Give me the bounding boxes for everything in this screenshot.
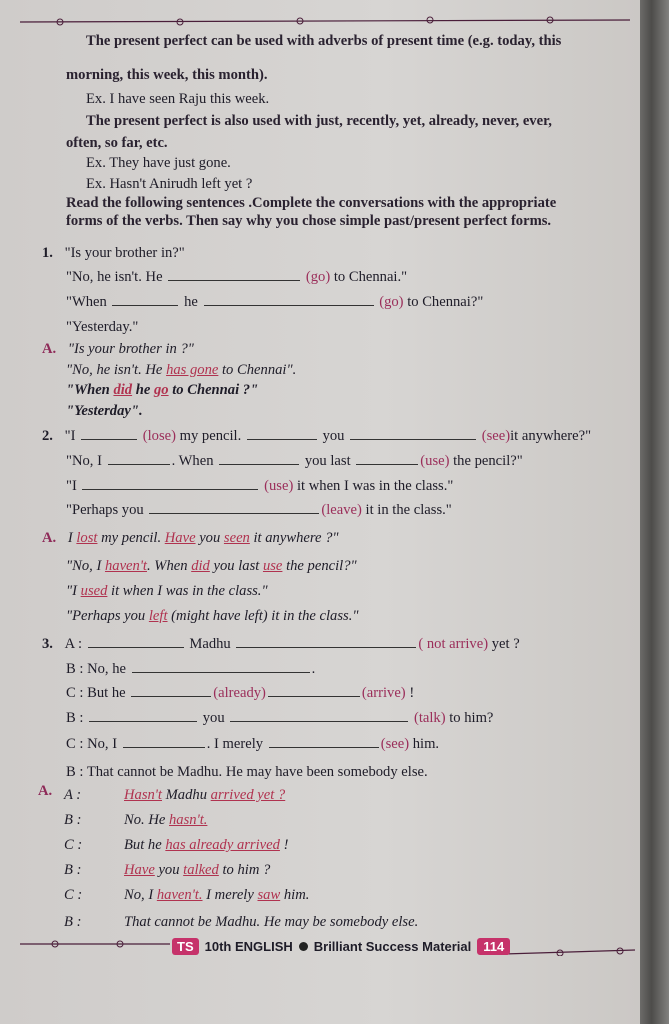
q1-line-4: "Yesterday." <box>66 319 139 335</box>
rule-2-line-2: often, so far, etc. <box>66 135 168 151</box>
answer-text: to Chennai". <box>218 362 297 378</box>
answer-text: you <box>195 530 224 546</box>
q3-text: . <box>311 661 316 677</box>
q3-text: . I merely <box>206 736 264 752</box>
footer-subtitle: Brilliant Success Material <box>313 938 472 954</box>
verb-hint: (go) <box>305 269 331 285</box>
q1-line-2 <box>66 268 407 287</box>
q2-text: "Perhaps you <box>66 502 144 518</box>
q2-text: "I <box>66 478 77 494</box>
verb-hint: (see) <box>481 428 511 444</box>
book-spine-shadow <box>640 0 669 1024</box>
q2-text: it anywhere?" <box>510 428 592 444</box>
answer-text: the pencil?" <box>282 558 357 574</box>
ts-badge: TS <box>172 938 199 955</box>
verb-hint: (use) <box>264 478 294 494</box>
q2-text: you last <box>304 453 351 469</box>
question-3-line-5 <box>66 735 439 754</box>
verb-hint: (leave) <box>321 502 362 518</box>
answer-1-line-3 <box>66 381 258 400</box>
answer-text: "I <box>66 583 81 599</box>
verb-hint: (go) <box>379 294 404 310</box>
question-3-line-3 <box>66 684 414 703</box>
answer-text: "Perhaps you <box>66 608 149 624</box>
q2-text: you <box>322 428 345 444</box>
verb-hint: (lose) <box>142 428 176 444</box>
answer-blank <box>204 304 374 306</box>
answer-text: (might have left) it in the class." <box>167 608 359 624</box>
answer-blank <box>82 488 258 490</box>
answer-verb: did <box>113 382 133 398</box>
answer-verb: hasn't. <box>169 812 208 828</box>
question-2-line-4 <box>66 501 452 520</box>
q3-text: C : No, I <box>66 736 118 752</box>
q1-text: "No, he isn't. He <box>66 269 163 285</box>
answer-3-row <box>64 811 207 830</box>
q2-text: it when I was in the class." <box>296 478 454 494</box>
answer-verb: seen <box>223 530 250 546</box>
q3-text: A : <box>64 636 83 652</box>
answer-blank <box>132 671 310 673</box>
answer-verb: use <box>262 558 283 574</box>
speaker-label: B : <box>64 812 82 828</box>
verb-hint: (arrive) <box>361 685 406 701</box>
answer-1-line-2 <box>66 361 296 380</box>
answer-2-line-3 <box>66 582 268 601</box>
answer-blank <box>88 646 184 648</box>
answer-blank <box>108 463 170 465</box>
answer-blank <box>236 646 416 648</box>
instruction-line-2: forms of the verbs. Then say why you chose simple past/present perfect forms. <box>66 213 552 229</box>
top-ornament <box>0 10 640 30</box>
answer-text: "No, I <box>66 558 105 574</box>
verb-hint: (already) <box>213 685 266 701</box>
speaker-label: B : <box>64 862 82 878</box>
answer-3-label: A. <box>38 783 53 799</box>
verb-hint: (see) <box>380 736 410 752</box>
answer-blank <box>247 438 317 440</box>
answer-text: him. <box>280 887 310 903</box>
bullet-icon <box>299 942 308 951</box>
answer-blank <box>268 695 360 697</box>
answer-text: "Is your brother in ?" <box>67 341 194 357</box>
verb-hint: ( not arrive) <box>418 636 489 652</box>
answer-verb: Have <box>164 530 196 546</box>
answer-blank <box>149 512 319 514</box>
page-footer <box>172 934 510 958</box>
answer-text: you <box>154 862 184 878</box>
answer-text: No. He <box>124 812 169 828</box>
answer-verb: talked <box>183 862 219 878</box>
answer-text: "No, he isn't. He <box>66 362 167 378</box>
answer-2-line-4 <box>66 607 358 626</box>
answer-verb: used <box>80 583 108 599</box>
example-1: Ex. I have seen Raju this week. <box>86 91 270 107</box>
verb-hint: (use) <box>420 453 450 469</box>
answer-text: you last <box>209 558 263 574</box>
answer-blank <box>350 438 476 440</box>
rule-1-line-1: The present perfect can be used with adverbs of present time (e.g. today, this <box>86 33 562 49</box>
question-number: 3. <box>42 636 53 652</box>
q3-text: C : But he <box>66 685 126 701</box>
q3-text: you <box>202 710 225 726</box>
speaker-label: C : <box>64 837 83 853</box>
answer-text: I merely <box>202 887 258 903</box>
answer-verb: left <box>148 608 168 624</box>
answer-text: But he <box>124 837 166 853</box>
speaker-label: A : <box>64 787 82 803</box>
answer-text: That cannot be Madhu. He may be somebody else. <box>124 914 419 930</box>
q2-text: . When <box>171 453 214 469</box>
answer-blank <box>123 746 205 748</box>
verb-hint: (talk) <box>413 710 446 726</box>
q1-text: he <box>184 294 198 310</box>
example-2: Ex. They have just gone. <box>86 155 231 171</box>
question-3-line-2 <box>66 660 315 679</box>
answer-verb: lost <box>76 530 98 546</box>
footer-title: 10th ENGLISH <box>204 938 293 954</box>
question-1 <box>42 244 185 263</box>
answer-blank <box>131 695 211 697</box>
speaker-label: B : <box>64 914 82 930</box>
answer-verb: arrived yet ? <box>210 787 286 803</box>
q2-text: "No, I <box>66 453 102 469</box>
answer-verb: haven't. <box>156 887 203 903</box>
question-2-line-3 <box>66 477 453 496</box>
q3-text: him. <box>412 736 440 752</box>
answer-3-row <box>64 861 270 880</box>
q3-text: Madhu <box>189 636 231 652</box>
example-3: Ex. Hasn't Anirudh left yet ? <box>86 176 253 192</box>
answer-verb: haven't <box>104 558 147 574</box>
answer-blank <box>112 304 178 306</box>
q3-text: B : No, he <box>66 661 126 677</box>
question-number: 2. <box>42 428 53 444</box>
question-3-line-4 <box>66 709 493 728</box>
question-2-line-1 <box>42 427 591 446</box>
q1-text: "When <box>66 294 107 310</box>
answer-verb: go <box>153 382 169 398</box>
q2-text: my pencil. <box>179 428 242 444</box>
answer-2-line-1 <box>42 529 339 548</box>
answer-3-row <box>64 836 288 855</box>
answer-text: I <box>67 530 77 546</box>
q3-text: ! <box>409 685 415 701</box>
question-3-line-6: B : That cannot be Madhu. He may have been somebody else. <box>66 764 428 780</box>
answer-text: to Chennai ?" <box>168 382 259 398</box>
rule-1-line-2: morning, this week, this month). <box>66 67 268 83</box>
rule-2-line-1: The present perfect is also used with just, recently, yet, already, never, ever, <box>86 113 552 129</box>
question-number: 1. <box>42 245 53 261</box>
answer-3-row <box>64 913 418 932</box>
answer-blank <box>168 279 300 281</box>
q3-text: to him? <box>449 710 494 726</box>
answer-text: my pencil. <box>97 530 165 546</box>
answer-2-line-2 <box>66 557 357 576</box>
answer-label: A. <box>42 530 57 546</box>
answer-text: he <box>132 382 154 398</box>
answer-text: to him ? <box>218 862 271 878</box>
q1-line-3 <box>66 293 483 312</box>
answer-blank <box>219 463 299 465</box>
q2-text: it in the class." <box>365 502 452 518</box>
answer-text: ! <box>279 837 289 853</box>
q1-line-1: "Is your brother in?" <box>64 245 185 261</box>
q1-text: to Chennai?" <box>407 294 484 310</box>
answer-text: . When <box>147 558 192 574</box>
answer-verb: has gone <box>166 362 219 378</box>
page-number: 114 <box>477 938 510 955</box>
answer-verb: Have <box>124 862 155 878</box>
answer-blank <box>89 720 197 722</box>
answer-verb: has already arrived <box>165 837 280 853</box>
q2-text: the pencil?" <box>453 453 523 469</box>
answer-blank <box>356 463 418 465</box>
q1-text: to Chennai." <box>333 269 408 285</box>
answer-verb: did <box>191 558 210 574</box>
instruction-line-1: Read the following sentences .Complete the conversations with the appropriate <box>66 195 557 211</box>
answer-text: Madhu <box>162 787 211 803</box>
question-2-line-2 <box>66 452 523 471</box>
q2-text: "I <box>64 428 76 444</box>
speaker-label: C : <box>64 887 83 903</box>
answer-text: it anywhere ?" <box>249 530 339 546</box>
answer-blank <box>269 746 379 748</box>
answer-text: it when I was in the class." <box>107 583 268 599</box>
answer-3-row <box>64 886 309 905</box>
answer-blank <box>230 720 408 722</box>
answer-verb: saw <box>257 887 281 903</box>
question-3-line-1 <box>42 635 520 654</box>
answer-blank <box>81 438 137 440</box>
answer-label: A. <box>42 341 57 357</box>
answer-1-line-1 <box>42 340 194 359</box>
answer-verb: Hasn't <box>124 787 162 803</box>
answer-text: No, I <box>124 887 157 903</box>
q3-text: yet ? <box>491 636 520 652</box>
answer-text: "When <box>66 382 114 398</box>
q3-text: B : <box>66 710 84 726</box>
answer-1-line-4: "Yesterday". <box>66 403 143 419</box>
answer-3-row <box>64 786 285 805</box>
